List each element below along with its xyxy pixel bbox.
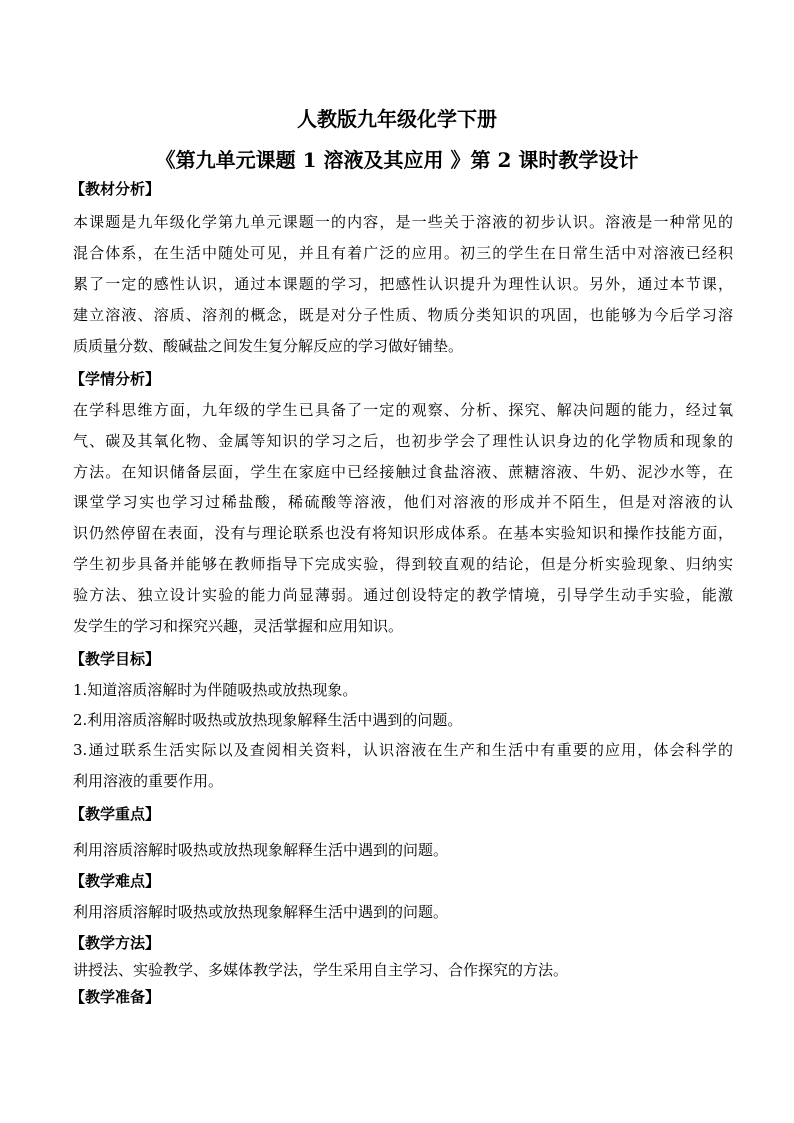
heading-preparation: 【教学准备】 [70, 988, 161, 1006]
heading-methods: 【教学方法】 [70, 934, 161, 952]
heading-key-points: 【教学重点】 [70, 805, 161, 823]
paragraph-line: 累了一定的感性认识，通过本课题的学习，把感性认识提升为理性认识。另外，通过本节课， [73, 275, 733, 293]
methods-text: 讲授法、实验教学、多媒体教学法，学生采用自主学习、合作探究的方法。 [73, 961, 569, 979]
heading-student-analysis: 【学情分析】 [70, 370, 161, 388]
heading-textbook-analysis: 【教材分析】 [70, 180, 161, 198]
paragraph-line: 建立溶液、溶质、溶剂的概念，既是对分子性质、物质分类知识的巩固，也能够为今后学习溶 [73, 306, 733, 324]
paragraph-line: 发学生的学习和探究兴趣，灵活掌握和应用知识。 [73, 617, 404, 635]
heading-teaching-objectives: 【教学目标】 [70, 650, 161, 668]
document-title: 人教版九年级化学下册 [297, 107, 497, 131]
paragraph-line: 本课题是九年级化学第九单元课题一的内容，是一些关于溶液的初步认识。溶液是一种常见的 [73, 213, 733, 231]
objective-item-2: 2.利用溶质溶解时吸热或放热现象解释生活中遇到的问题。 [73, 711, 463, 729]
objective-item-3-continued: 利用溶液的重要作用。 [73, 772, 224, 790]
document-subtitle: 《第九单元课题 1 溶液及其应用 》第 2 课时教学设计 [155, 148, 639, 172]
paragraph-line: 方法。在知识储备层面，学生在家庭中已经接触过食盐溶液、蔗糖溶液、牛奶、泥沙水等，在 [73, 463, 733, 481]
difficulties-text: 利用溶质溶解时吸热或放热现象解释生活中遇到的问题。 [73, 903, 449, 921]
paragraph-line: 混合体系，在生活中随处可见，并且有着广泛的应用。初三的学生在日常生活中对溶液已经积 [73, 244, 733, 262]
objective-item-1: 1.知道溶质溶解时为伴随吸热或放热现象。 [73, 681, 358, 699]
paragraph-line: 验方法、独立设计实验的能力尚显薄弱。通过创设特定的教学情境，引导学生动手实验，能激 [73, 586, 733, 604]
paragraph-line: 课堂学习实也学习过稀盐酸，稀硫酸等溶液，他们对溶液的形成并不陌生，但是对溶液的认 [73, 493, 733, 511]
paragraph-line: 学生初步具备并能够在教师指导下完成实验，得到较直观的结论，但是分析实验现象、归纳实 [73, 555, 733, 573]
heading-difficulties: 【教学难点】 [70, 872, 161, 890]
objective-item-3: 3.通过联系生活实际以及查阅相关资料，认识溶液在生产和生活中有重要的应用，体会科学的 [73, 741, 733, 759]
paragraph-line: 气、碳及其氧化物、金属等知识的学习之后，也初步学会了理性认识身边的化学物质和现象的 [73, 432, 733, 450]
key-points-text: 利用溶质溶解时吸热或放热现象解释生活中遇到的问题。 [73, 841, 449, 859]
paragraph-line: 识仍然停留在表面，没有与理论联系也没有将知识形成体系。在基本实验知识和操作技能方面， [73, 524, 733, 542]
paragraph-line: 在学科思维方面，九年级的学生已具备了一定的观察、分析、探究、解决问题的能力，经过氧 [73, 401, 733, 419]
paragraph-line: 质质量分数、酸碱盐之间发生复分解反应的学习做好铺垫。 [73, 337, 464, 355]
